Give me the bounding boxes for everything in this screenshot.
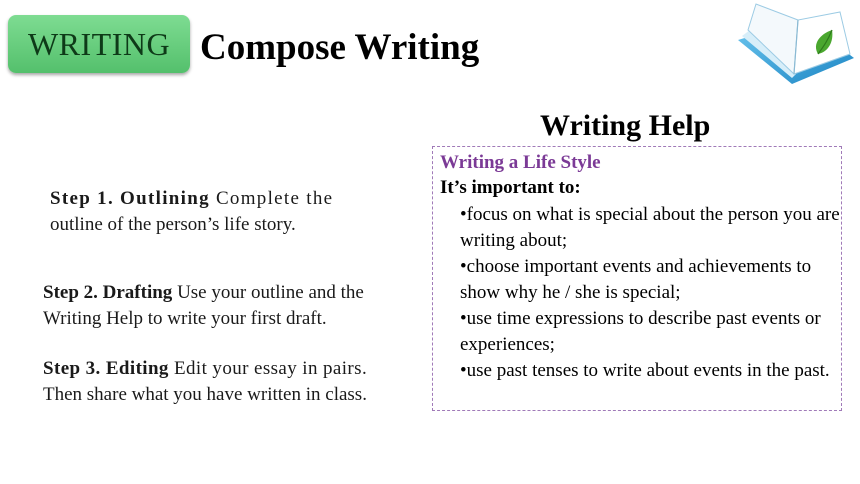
step-1-label: Step 1. Outlining — [50, 188, 210, 209]
step-3-text-1: Edit your essay in pairs. — [174, 358, 368, 379]
open-book-icon — [732, 0, 860, 98]
writing-badge-label: WRITING — [27, 25, 171, 62]
help-list-item: •use time expressions to describe past events or experiences; — [460, 308, 821, 355]
help-list-item: •choose important events and achievements to show why he / she is special; — [460, 256, 812, 303]
step-1 — [50, 186, 410, 238]
step-2-text-2: Writing Help to write your first draft. — [43, 308, 327, 329]
step-3 — [43, 356, 435, 408]
step-1-text-2: outline of the person’s life story. — [50, 214, 296, 235]
writing-help-box — [432, 146, 842, 411]
step-3-text-2: Then share what you have written in class. — [43, 384, 367, 405]
help-list-item: •focus on what is special about the person you are writing about; — [460, 204, 840, 251]
writing-help-title: Writing Help — [540, 109, 711, 142]
help-heading: Writing a Life Style — [440, 152, 601, 173]
step-3-label: Step 3. Editing — [43, 358, 169, 379]
help-list — [460, 202, 845, 384]
step-2-label: Step 2. Drafting — [43, 282, 173, 303]
step-2-text-1: Use your outline and the — [177, 282, 364, 303]
help-list-item: •use past tenses to write about events in the past. — [460, 360, 830, 381]
step-2 — [43, 280, 435, 332]
page-title: Compose Writing — [200, 27, 480, 68]
step-1-text-1: Complete the — [215, 188, 334, 209]
writing-badge — [8, 15, 190, 73]
help-subheading: It’s important to: — [440, 177, 581, 198]
